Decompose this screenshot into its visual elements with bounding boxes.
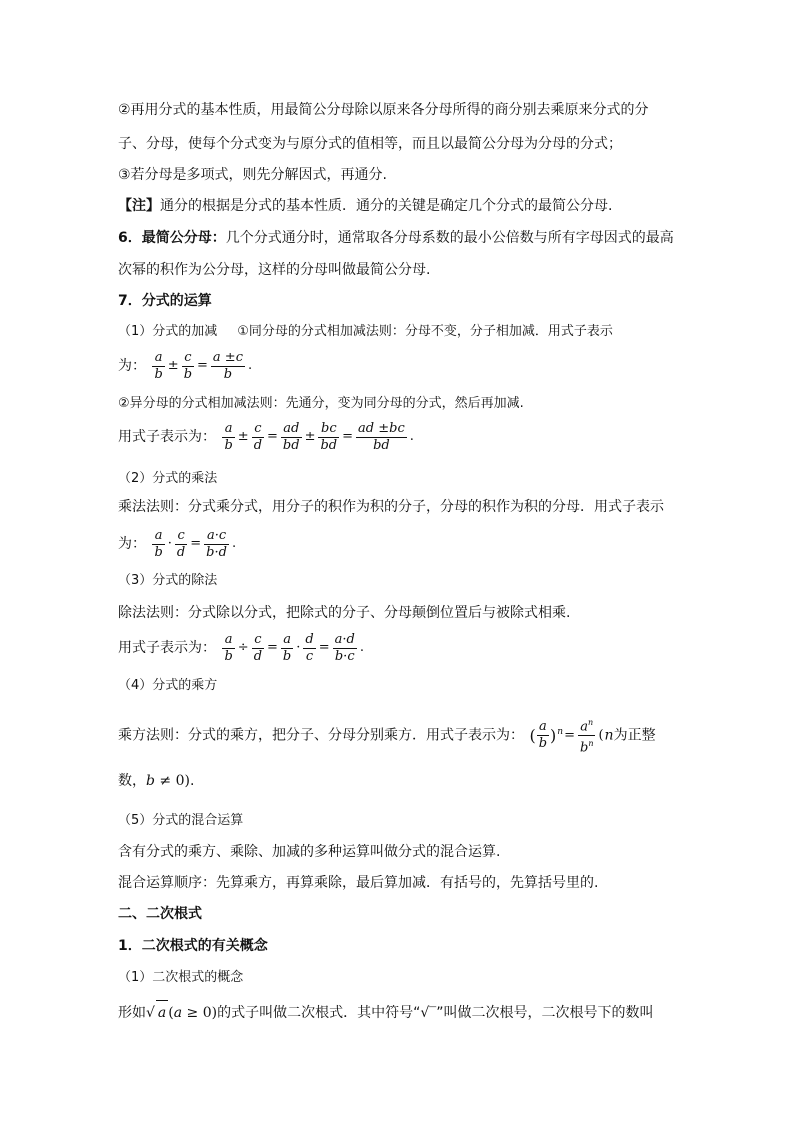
power-tail: 为正整 bbox=[613, 727, 656, 744]
formula-lead: 用式子表示为： bbox=[118, 429, 216, 445]
text-line: 含有分式的乘方、乘除、加减的多种运算叫做分式的混合运算. bbox=[118, 844, 501, 860]
text-line: 混合运算顺序：先算乘方，再算乘除，最后算加减．有括号的，先算括号里的. bbox=[118, 875, 599, 891]
text-line: ②再用分式的基本性质，用最简公分母除以原来各分母所得的商分别去乘原来分式的分 bbox=[118, 102, 649, 118]
part-2-heading: 二、二次根式 bbox=[118, 906, 202, 922]
multiplication-title: （2）分式的乘法 bbox=[118, 471, 218, 486]
formula-add-same: 为： $\frac{a}{b}$ ± $\frac{c}{b}$ = $\frac{a \pm c}{b}$ . bbox=[118, 349, 253, 382]
addition-title: （1）分式的加减 bbox=[118, 324, 218, 339]
last-mid: 的式子叫做二次根式．其中符号“ bbox=[217, 1005, 421, 1021]
last-tail: ”叫做二次根号，二次根号下的数叫 bbox=[436, 1005, 654, 1021]
note-tag: 【注】 bbox=[118, 198, 160, 214]
radical-icon: √‾ bbox=[420, 1005, 437, 1021]
text-fragment: 数， bbox=[118, 773, 146, 789]
power-rule: 乘方法则：分式的乘方，把分子、分母分别乘方．用式子表示为： bbox=[118, 727, 524, 744]
section-6-text: 几个分式通分时，通常取各分母系数的最小公倍数与所有字母因式的最高 bbox=[225, 230, 674, 246]
text-line: 乘法法则：分式乘分式，用分子的积作为积的分子，分母的积作为积的分母．用式子表示 bbox=[118, 499, 664, 515]
power-title: （4）分式的乘方 bbox=[118, 678, 218, 693]
last-line: 形如√ a (a ≥ 0)的式子叫做二次根式．其中符号“√‾”叫做二次根号，二次根号下的数叫 bbox=[118, 1000, 654, 1025]
part-2-section-1-heading: 1．二次根式的有关概念 bbox=[118, 938, 268, 954]
part-2-subtitle: （1）二次根式的概念 bbox=[118, 970, 244, 985]
text-line: 次幂的积作为公分母，这样的分母叫做最简公分母. bbox=[118, 262, 431, 278]
text-line: 子、分母，使每个分式变为与原分式的值相等，而且以最简公分母为分母的分式； bbox=[118, 136, 622, 152]
formula-lead: 为： bbox=[118, 536, 146, 552]
sqrt-expression: a bbox=[156, 1000, 168, 1025]
note-text: 通分的根据是分式的基本性质．通分的关键是确定几个分式的最简公分母. bbox=[160, 198, 613, 214]
power-continuation: 数，b ≠ 0). bbox=[118, 773, 195, 789]
text-line: 除法法则：分式除以分式，把除式的分子、分母颠倒位置后与被除式相乘. bbox=[118, 605, 571, 621]
mixed-title: （5）分式的混合运算 bbox=[118, 813, 244, 828]
last-lead: 形如 bbox=[118, 1005, 146, 1021]
formula-multiply: 为： $\frac{a}{b}$ · $\frac{c}{d}$ = $\frac{a\cdot c}{b\cdot d}$ . bbox=[118, 527, 237, 560]
text-line: ②异分母的分式相加减法则：先通分，变为同分母的分式，然后再加减. bbox=[118, 396, 524, 411]
formula-add-diff: 用式子表示为： $\frac{a}{b}$ ± $\frac{c}{d}$ = $\frac{ad}{bd}$ ± $\frac{bc}{bd}$ = $\frac{ad \pm bc}{bd}$ . bbox=[118, 420, 414, 453]
power-line: 乘方法则：分式的乘方，把分子、分母分别乘方．用式子表示为： ( $\frac{a}{b}$ )$^n$= $\frac{a^n}{b^n}$ (n为正整 bbox=[118, 712, 656, 756]
division-title: （3）分式的除法 bbox=[118, 573, 218, 588]
addition-rule-1: ①同分母的分式相加减法则：分母不变，分子相加减．用式子表示 bbox=[237, 324, 613, 339]
section-6-line bbox=[118, 229, 674, 247]
formula-lead: 用式子表示为： bbox=[118, 640, 216, 656]
section-6-heading: 6．最简公分母： bbox=[118, 230, 226, 246]
formula-lead: 为： bbox=[118, 358, 146, 374]
formula-divide: 用式子表示为： $\frac{a}{b}$ ÷ $\frac{c}{d}$ = $\frac{a}{b}$ · $\frac{d}{c}$ = $\frac{a\cdot d}{b\cdot c}$ . bbox=[118, 631, 364, 664]
section-7-heading: 7．分式的运算 bbox=[118, 293, 212, 309]
addition-line bbox=[118, 323, 613, 341]
note-line bbox=[118, 197, 612, 215]
text-line: ③若分母是多项式，则先分解因式，再通分. bbox=[118, 167, 387, 183]
